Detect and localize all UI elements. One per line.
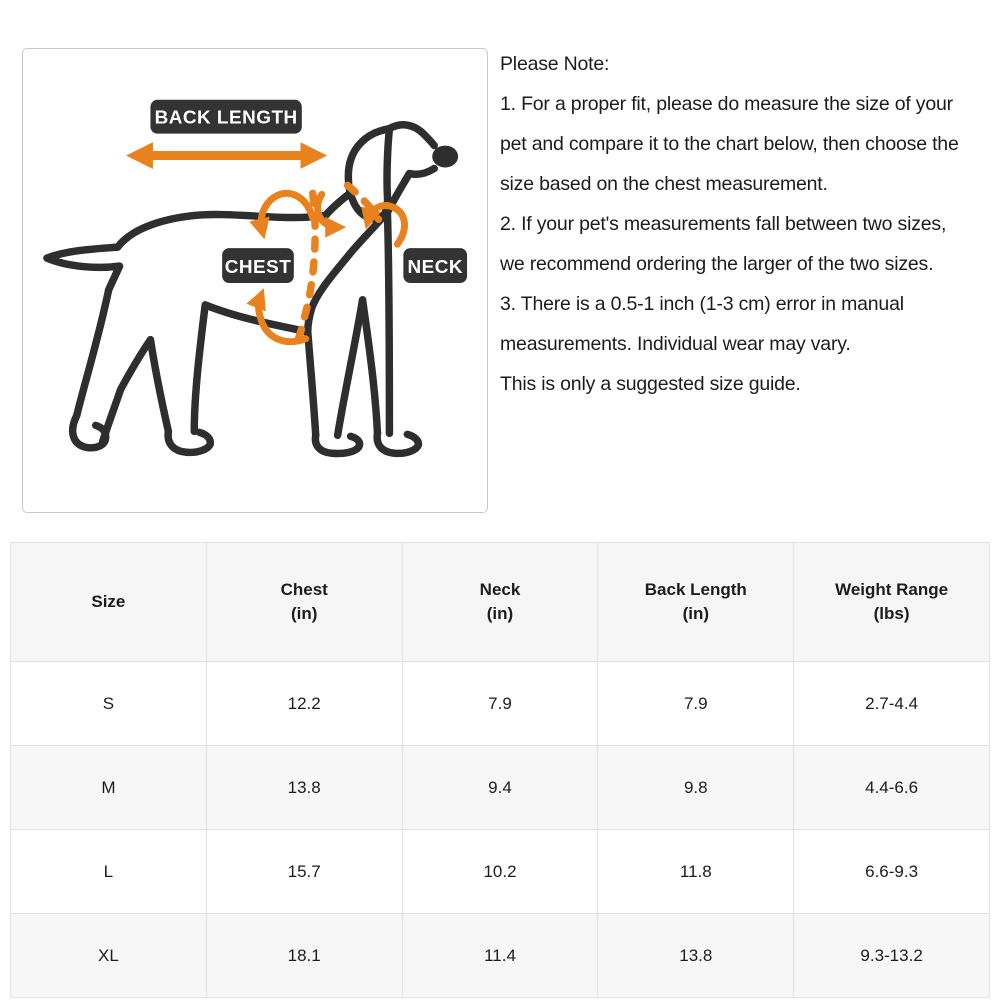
column-header: Back Length (in) bbox=[598, 543, 794, 662]
note-line: size based on the chest measurement. bbox=[500, 173, 828, 195]
note-line: 3. There is a 0.5-1 inch (1-3 cm) error in manual bbox=[500, 293, 904, 315]
table-row bbox=[11, 746, 990, 830]
size-table bbox=[10, 542, 990, 998]
table-cell: XL bbox=[11, 914, 207, 998]
dog-measurement-illustration bbox=[23, 49, 487, 512]
table-cell: 9.8 bbox=[598, 746, 794, 830]
table-cell: 10.2 bbox=[402, 830, 598, 914]
table-cell: 13.8 bbox=[206, 746, 402, 830]
neck-label bbox=[403, 248, 467, 283]
table-cell: M bbox=[11, 746, 207, 830]
dog-back bbox=[118, 215, 326, 248]
table-cell: 7.9 bbox=[598, 662, 794, 746]
table-cell: 4.4-6.6 bbox=[794, 746, 990, 830]
note-line: we recommend ordering the larger of the two sizes. bbox=[500, 253, 934, 275]
notes bbox=[500, 44, 998, 404]
table-cell: 13.8 bbox=[598, 914, 794, 998]
table-cell: 11.8 bbox=[598, 830, 794, 914]
column-header: Weight Range (lbs) bbox=[794, 543, 990, 662]
note-line: measurements. Individual wear may vary. bbox=[500, 333, 851, 355]
column-header: Neck (in) bbox=[402, 543, 598, 662]
size-table-head bbox=[11, 543, 990, 662]
note-line: Please Note: bbox=[500, 53, 610, 75]
neck-label-text: NECK bbox=[407, 257, 464, 279]
back-length-label bbox=[150, 100, 301, 134]
dog-outline bbox=[47, 125, 458, 454]
chest-label-text: CHEST bbox=[224, 257, 292, 279]
note-line: pet and compare it to the chart below, then choose the bbox=[500, 133, 959, 155]
table-row bbox=[11, 830, 990, 914]
table-cell: 7.9 bbox=[402, 662, 598, 746]
table-cell: 2.7-4.4 bbox=[794, 662, 990, 746]
table-cell: 18.1 bbox=[206, 914, 402, 998]
note-line: This is only a suggested size guide. bbox=[500, 373, 801, 395]
back-length-label-text: BACK LENGTH bbox=[154, 107, 298, 129]
table-cell: 6.6-9.3 bbox=[794, 830, 990, 914]
dog-nose bbox=[432, 146, 458, 168]
dog-tail bbox=[47, 247, 120, 290]
note-line: 2. If your pet's measurements fall between two sizes, bbox=[500, 213, 947, 235]
table-cell: 11.4 bbox=[402, 914, 598, 998]
column-header: Chest (in) bbox=[206, 543, 402, 662]
table-cell: 12.2 bbox=[206, 662, 402, 746]
column-header: Size bbox=[11, 543, 207, 662]
table-cell: 15.7 bbox=[206, 830, 402, 914]
table-cell: S bbox=[11, 662, 207, 746]
table-cell: 9.3-13.2 bbox=[794, 914, 990, 998]
chest-label bbox=[222, 248, 294, 283]
measurement-diagram bbox=[22, 48, 488, 513]
size-table-body bbox=[11, 662, 990, 998]
note-line: 1. For a proper fit, please do measure the size of your bbox=[500, 93, 953, 115]
table-row bbox=[11, 914, 990, 998]
size-table-header-row bbox=[11, 543, 990, 662]
table-cell: L bbox=[11, 830, 207, 914]
table-row bbox=[11, 662, 990, 746]
chest-arrow-top bbox=[261, 193, 313, 229]
table-cell: 9.4 bbox=[402, 746, 598, 830]
